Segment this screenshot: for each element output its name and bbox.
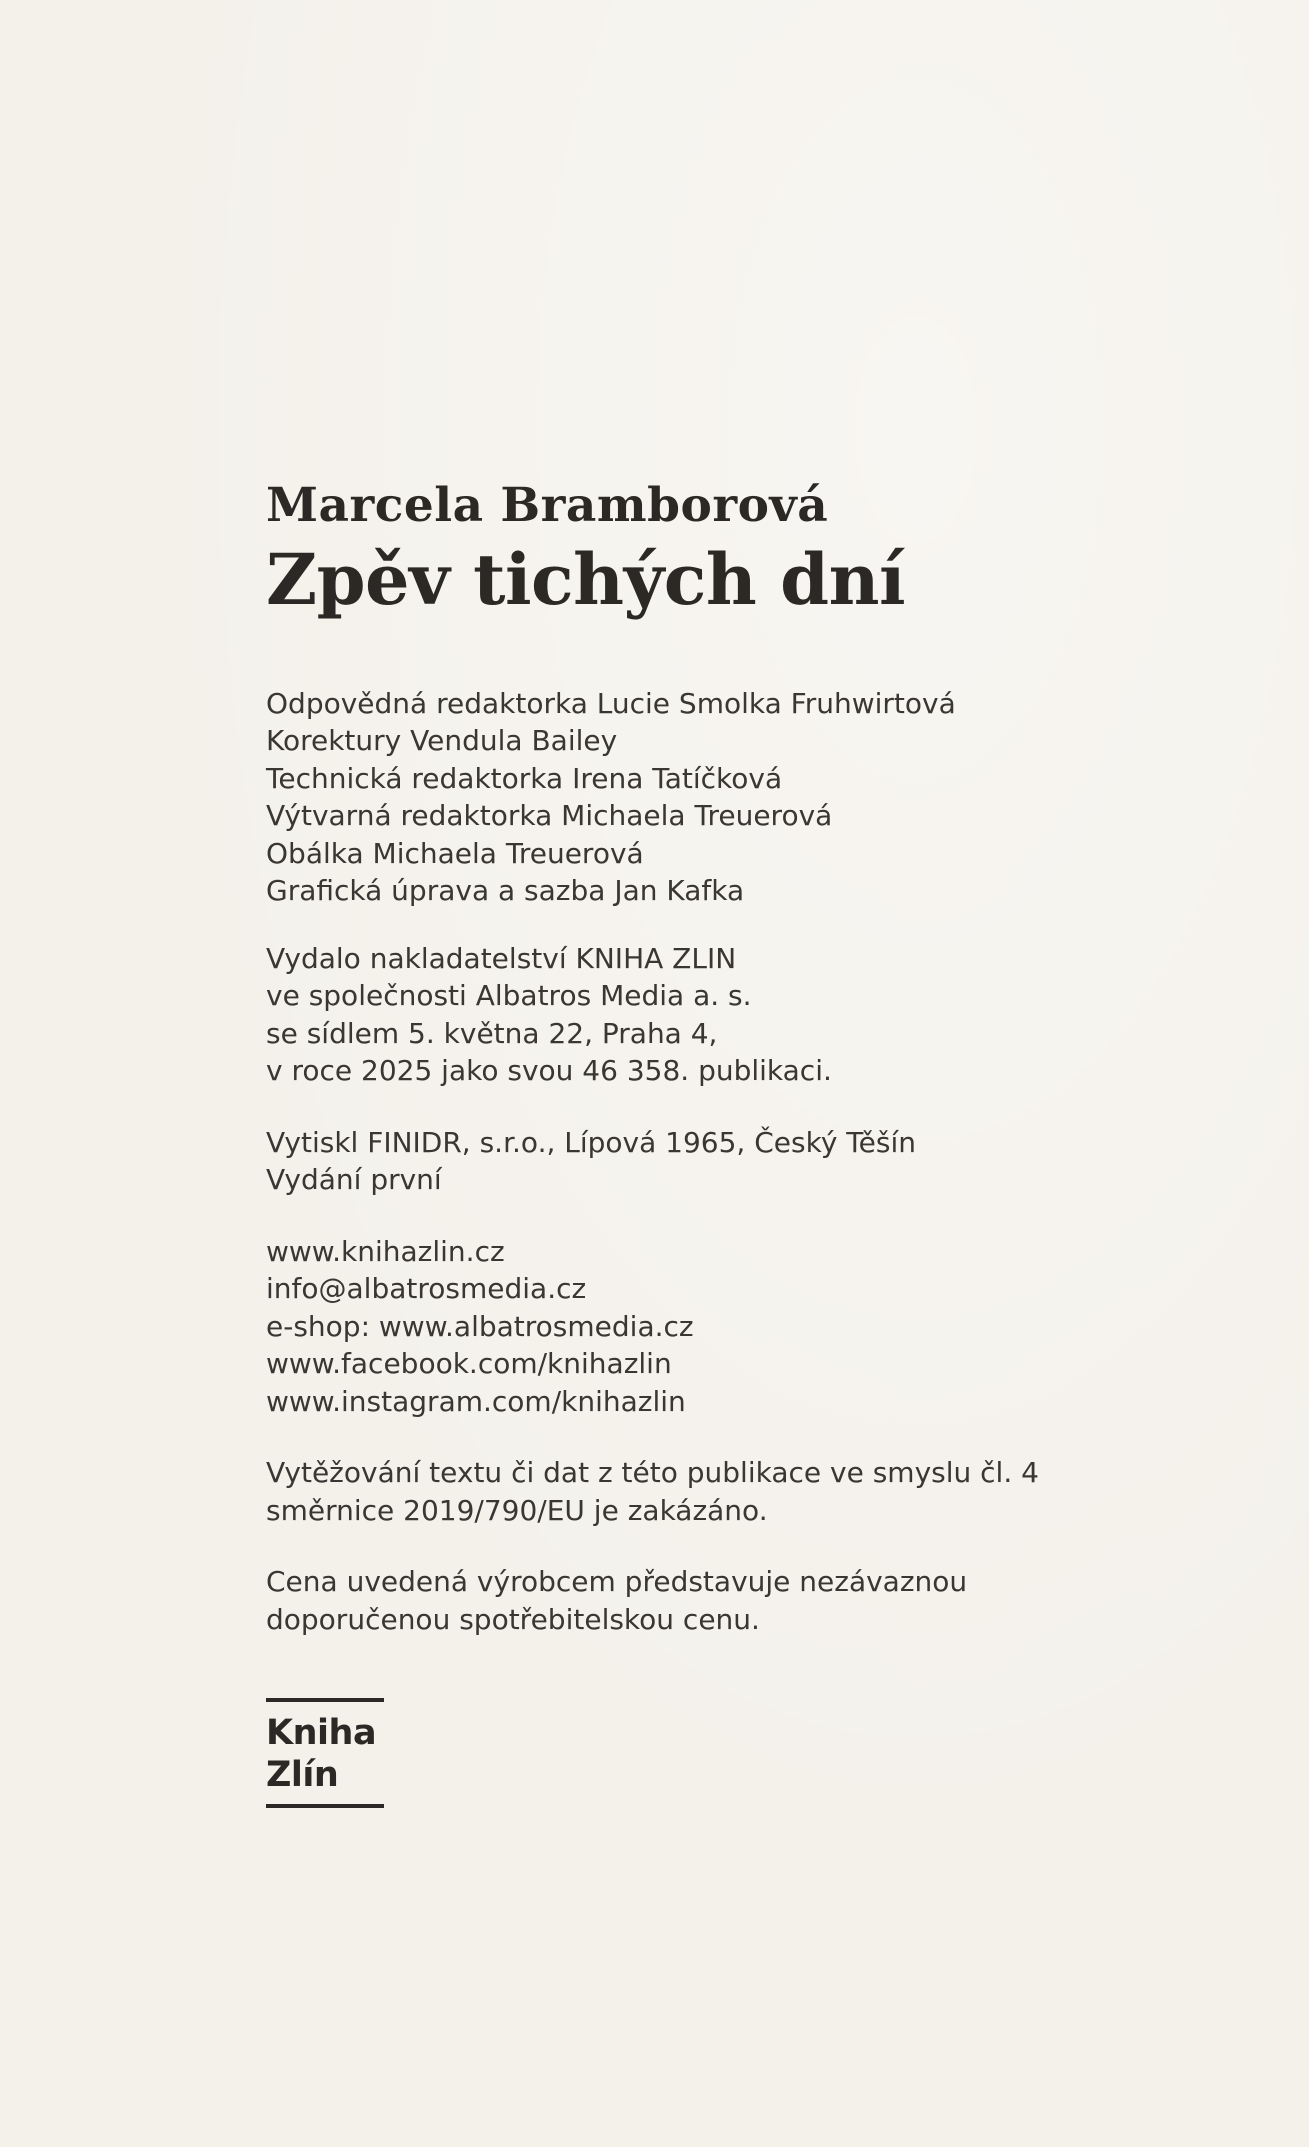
contacts-block: [266, 1233, 1226, 1421]
credit-line-art-editor: Výtvarná redaktorka Michaela Treuerová: [266, 799, 833, 833]
credit-line-editor: Odpovědná redaktorka Lucie Smolka Fruhwirtová: [266, 686, 956, 720]
price-line: Cena uvedená výrobcem představuje nezávaznou: [266, 1565, 968, 1599]
publisher-info-block: [266, 940, 1226, 1090]
eshop-link[interactable]: e-shop: www.albatrosmedia.cz: [266, 1309, 694, 1343]
printer-line: Vytiskl FINIDR, s.r.o., Lípová 1965, Český Těšín: [266, 1125, 916, 1159]
website-link[interactable]: www.knihazlin.cz: [266, 1234, 505, 1268]
instagram-link[interactable]: www.instagram.com/knihazlin: [266, 1384, 686, 1418]
imprint-content: [266, 478, 1226, 1808]
kniha-zlin-logo: [266, 1698, 384, 1808]
credit-line-typesetting: Grafická úprava a sazba Jan Kafka: [266, 874, 745, 908]
publisher-line: Vydalo nakladatelství KNIHA ZLIN: [266, 941, 737, 975]
publisher-line: se sídlem 5. května 22, Praha 4,: [266, 1016, 718, 1050]
book-title: Zpěv tichých dní: [266, 538, 906, 622]
edition-line: Vydání první: [266, 1163, 442, 1197]
credits-block: [266, 685, 1226, 910]
credit-line-proofreading: Korektury Vendula Bailey: [266, 724, 618, 758]
price-notice: [266, 1563, 1226, 1638]
facebook-link[interactable]: www.facebook.com/knihazlin: [266, 1347, 672, 1381]
credit-line-technical-editor: Technická redaktorka Irena Tatíčková: [266, 761, 783, 795]
price-line: doporučenou spotřebitelskou cenu.: [266, 1602, 760, 1636]
logo-word: Zlín: [266, 1755, 339, 1796]
publisher-line: v roce 2025 jako svou 46 358. publikaci.: [266, 1054, 832, 1088]
email-link[interactable]: info@albatrosmedia.cz: [266, 1272, 587, 1306]
legal-notice: [266, 1454, 1226, 1529]
legal-line: Vytěžování textu či dat z této publikace ve smyslu čl. 4: [266, 1456, 1039, 1490]
author-name: Marcela Bramborová: [266, 478, 829, 533]
printing-block: [266, 1124, 1226, 1199]
publisher-line: ve společnosti Albatros Media a. s.: [266, 979, 752, 1013]
legal-line: směrnice 2019/790/EU je zakázáno.: [266, 1493, 768, 1527]
logo-word: Kniha: [266, 1713, 377, 1754]
credit-line-cover: Obálka Michaela Treuerová: [266, 836, 644, 870]
